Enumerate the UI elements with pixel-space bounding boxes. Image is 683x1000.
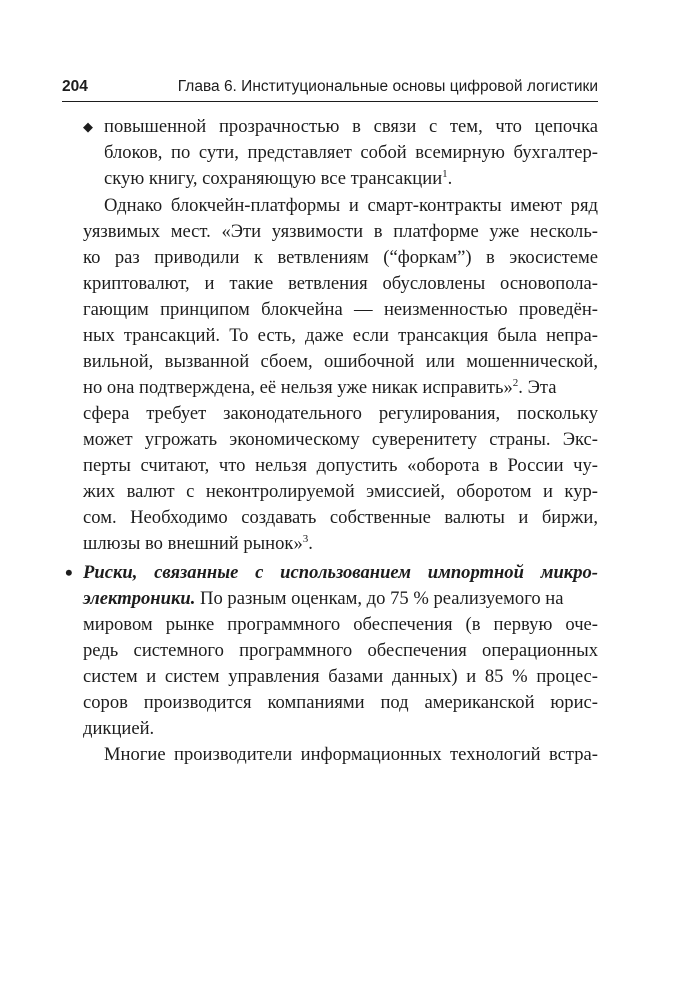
para1-line-text: шлюзы во внешний рынок» bbox=[83, 533, 303, 554]
bullet1-line-tail: . bbox=[447, 168, 453, 189]
para1-line: Однако блокчейн-платформы и смарт-контракты имеют ряд bbox=[104, 195, 598, 216]
running-header bbox=[62, 76, 598, 98]
round-bullet-icon: • bbox=[65, 560, 73, 585]
para2-line: Многие производители информационных технологий встра- bbox=[104, 744, 598, 765]
bullet2-line-text: По разным оценкам, до 75 % реализуемого на bbox=[195, 588, 564, 609]
para1-line: может угрожать экономическому суверенитету страны. Экс- bbox=[83, 429, 598, 450]
para1-line-tail: . Эта bbox=[518, 377, 557, 398]
header-rule bbox=[62, 101, 598, 102]
para1-line: вильной, вызванной сбоем, ошибочной или мошеннической, bbox=[83, 351, 598, 372]
para1-line: жих валют с неконтролируемой эмиссией, оборотом и кур- bbox=[83, 481, 598, 502]
bullet2-line: соров производится компаниями под американской юрис- bbox=[83, 692, 598, 713]
para1-line-text: но она подтверждена, её нельзя уже никак исправить» bbox=[83, 377, 513, 398]
para1-line: ко раз приводили к ветвлениям (“форкам”) в экосистеме bbox=[83, 247, 598, 268]
para1-line bbox=[83, 531, 313, 557]
para1-line: сфера требует законодательного регулирования, поскольку bbox=[83, 403, 598, 424]
bullet2-line: редь системного программного обеспечения операционных bbox=[83, 640, 598, 661]
bullet2-heading: Риски, связанные с использованием импортной микро- bbox=[83, 562, 598, 583]
diamond-bullet-icon: ◆ bbox=[83, 119, 93, 134]
bullet2-heading-end: электроники. bbox=[83, 588, 196, 609]
bullet2-line bbox=[83, 586, 564, 612]
bullet1-line: блоков, по сути, представляет собой всемирную бухгалтер- bbox=[104, 142, 598, 163]
para1-line: криптовалют, и такие ветвления обусловлены основопола- bbox=[83, 273, 598, 294]
bullet1-line bbox=[104, 166, 452, 192]
footnote-ref: 3 bbox=[302, 532, 309, 545]
chapter-title: Глава 6. Институциональные основы цифровой логистики bbox=[177, 78, 598, 95]
footnote-ref: 2 bbox=[512, 376, 519, 389]
para1-line: ных трансакций. То есть, даже если трансакция была непра- bbox=[83, 325, 598, 346]
para1-line: сом. Необходимо создавать собственные валюты и биржи, bbox=[83, 507, 598, 528]
bullet2-line: дикцией. bbox=[83, 718, 155, 739]
para1-line: гающим принципом блокчейна — неизменностью проведён- bbox=[83, 299, 598, 320]
para1-line: перты считают, что нельзя допустить «оборота в России чу- bbox=[83, 455, 598, 476]
bullet2-line: систем и систем управления базами данных) и 85 % процес- bbox=[83, 666, 598, 687]
bullet2-line: мировом рынке программного обеспечения (в первую оче- bbox=[83, 614, 598, 635]
bullet1-line-text: скую книгу, сохраняющую все трансакции bbox=[104, 168, 443, 189]
footnote-ref: 1 bbox=[442, 167, 448, 180]
para1-line bbox=[83, 375, 598, 401]
bullet1-line: повышенной прозрачностью в связи с тем, что цепочка bbox=[104, 116, 598, 137]
para1-line: уязвимых мест. «Эти уязвимости в платформе уже несколь- bbox=[83, 221, 598, 242]
page-number: 204 bbox=[62, 78, 88, 95]
para1-line-tail: . bbox=[308, 533, 313, 554]
